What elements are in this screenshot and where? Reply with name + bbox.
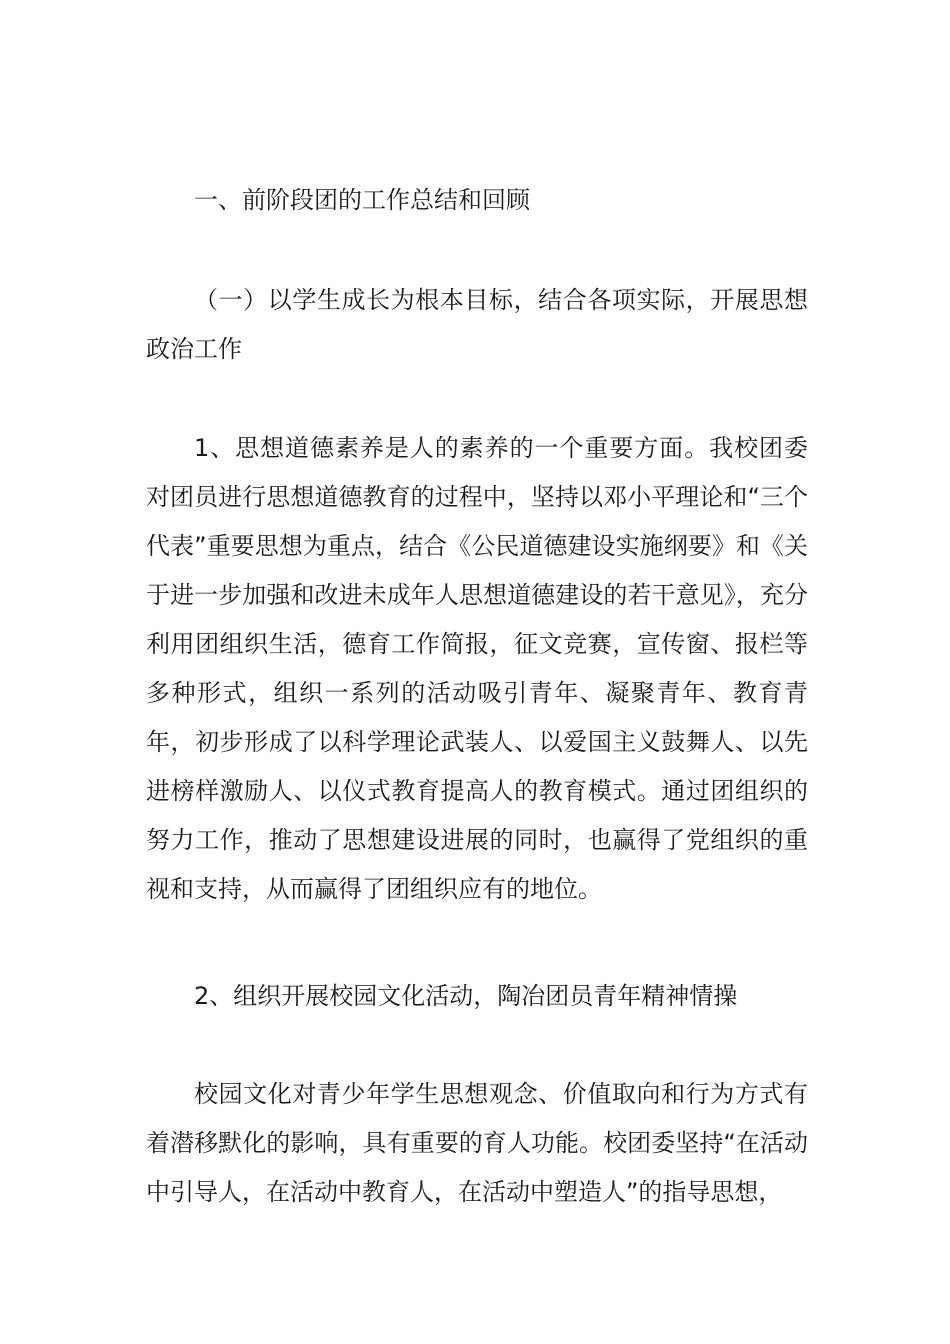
section-heading: 一、前阶段团的工作总结和回顾	[194, 186, 530, 214]
body-paragraph: 校园文化对青少年学生思想观念、价值取向和行为方式有着潜移默化的影响，具有重要的育人功能。校团委坚持“在活动中引导人，在活动中教育人，在活动中塑造人”的指导思想，	[146, 1080, 808, 1206]
item-heading: 2、组织开展校园文化活动，陶冶团员青年精神情操	[194, 982, 738, 1010]
body-paragraph: 1、思想道德素养是人的素养的一个重要方面。我校团委对团员进行思想道德教育的过程中，坚持以邓小平理论和“三个代表”重要思想为重点，结合《公民道德建设实施纲要》和《关于进一步加强和改进未成年人思想道德建设的若干意见》，充分利用团组织生活，德育工作简报，征文竞赛，宣传窗、报栏等多种形式，组织一系列的活动吸引青年、凝聚青年、教育青年，初步形成了以科学理论武装人、以爱国主义鼓舞人、以先进榜样激励人、以仪式教育提高人的教育模式。通过团组织的努力工作，推动了思想建设进展的同时，也赢得了党组织的重视和支持，从而赢得了团组织应有的地位。	[146, 434, 808, 903]
subsection-heading: （一）以学生成长为根本目标，结合各项实际，开展思想政治工作	[146, 286, 808, 363]
